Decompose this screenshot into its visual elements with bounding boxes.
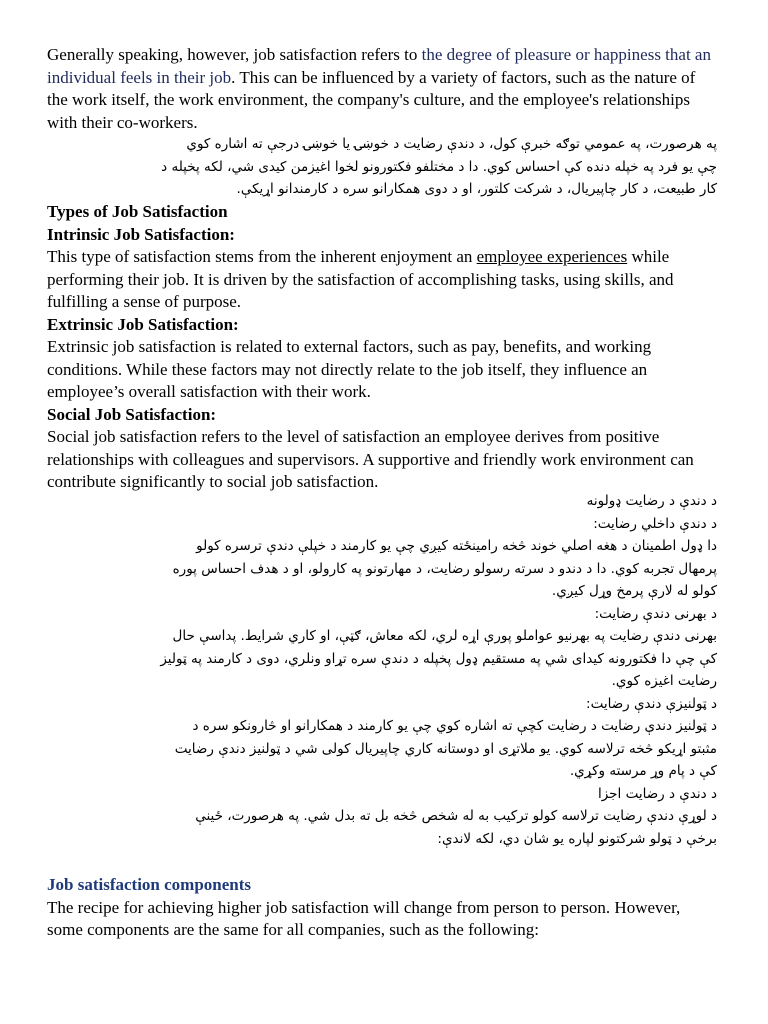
types-section (47, 201, 717, 494)
extrinsic-heading: Extrinsic Job Satisfaction: (47, 314, 239, 334)
types-heading: Types of Job Satisfaction (47, 202, 228, 221)
pashto-line: د ټولنیز دندې رضایت د رضایت کچې ته اشاره کوي چې یو کارمند د همکارانو او څارونکو سره د (192, 718, 717, 734)
pashto-line: چې یو فرد په خپله دنده کې احساس کوي. دا د مختلفو فکتورونو لخوا اغیزمن کیدی شي، لکه پخپله د (161, 158, 717, 175)
pashto-line: کې چې دا فکتورونه کیدای شي په مستقیم ډول پخپله د دندې سره تړاو ونلري، دوی د کارمند په ټولیز (160, 650, 717, 667)
pashto-line: دا ډول اطمینان د هغه اصلي خوند څخه رامینځته کیږي چې یو کارمند د خپلې دندې ترسره کولو (196, 538, 717, 554)
intro-rest: . This can be influenced by a variety of factors, such as the nature of the work itself, the work environment, the company's culture, and the employee's relationships with their co-workers. (47, 67, 696, 132)
intrinsic-heading: Intrinsic Job Satisfaction: (47, 224, 235, 244)
pashto-line: کار طبیعت، د کار چاپیریال، د شرکت کلتور، او د دوی همکارانو سره د کارمندانو اړیکې. (236, 181, 717, 197)
intrinsic-paragraph (47, 246, 717, 314)
intro-pashto (47, 133, 717, 201)
components-section (47, 874, 717, 942)
components-heading: Job satisfaction components (47, 875, 252, 894)
pashto-line: د لوړې دندې رضایت ترلاسه کولو ترکیب به له شخص څخه بل ته بدل شي. په هرصورت، ځینې (195, 808, 717, 824)
components-paragraph: The recipe for achieving higher job satisfaction will change from person to person. However, some components are the same for all companies, such as the following: (47, 897, 681, 939)
intro-highlight: the degree of pleasure or happiness that an individual feels in their job (47, 45, 711, 87)
extrinsic-paragraph: Extrinsic job satisfaction is related to external factors, such as pay, benefits, and working conditions. While these factors may not directly relate to the job itself, they influence an employee’s overall satisfaction with their work. (47, 337, 652, 401)
pashto-subheading: د دندې داخلي رضایت: (593, 515, 717, 532)
pashto-line: کې د پام وړ مرسته وکړي. (569, 763, 717, 779)
intro-lead: Generally speaking, however, job satisfaction refers to (47, 45, 422, 64)
social-paragraph: Social job satisfaction refers to the level of satisfaction an employee derives from positive relationships with colleagues and supervisors. A supportive and friendly work environment can contribute significantly to social job satisfaction. (47, 427, 694, 491)
pashto-heading: د دندې د رضایت ډولونه (586, 493, 717, 509)
pashto-line: مثبتو اړیکو څخه ترلاسه کوي. یو ملاتړی او دوستانه کاري چاپیریال کولی شي د ټولنیز دندې رضایت (174, 740, 717, 757)
pashto-line: رضایت اغیزه کوي. (611, 673, 717, 689)
pashto-subheading: د ټولنیزې دندې رضایت: (586, 695, 717, 712)
pashto-line: برخې د ټولو شرکتونو لپاره یو شان دي، لکه لاندې: (437, 830, 717, 847)
pashto-section (47, 490, 717, 850)
intrinsic-text-a: This type of satisfaction stems from the inherent enjoyment an (47, 247, 477, 266)
social-heading: Social Job Satisfaction: (47, 404, 217, 424)
intro-paragraph (47, 44, 717, 134)
employee-experiences-link[interactable]: employee experiences (476, 247, 628, 266)
pashto-line: پرمهال تجربه کوي. دا د دندو د سرته رسولو رضایت، د مهارتونو په کارولو، او د هدف احساس پوره (172, 560, 717, 577)
pashto-line: بهرنی دندې رضایت په بهرنیو عواملو پورې اړه لري، لکه معاش، ګټې، او کاري شرایط. پداسې حال (172, 628, 717, 644)
pashto-subheading: د بهرنی دندې رضایت: (594, 605, 717, 622)
pashto-line: کولو له لارې پرمخ وړل کیږي. (551, 583, 717, 599)
pashto-subheading: د دندې د رضایت اجزا (597, 785, 717, 802)
pashto-line: په هرصورت، په عمومي توګه خبرې کول، د دندې رضایت د خوښۍ یا خوښۍ درجې ته اشاره کوي (186, 136, 717, 152)
intrinsic-text-b: while performing their job. It is driven by the satisfaction of accomplishing tasks, using skills, and fulfilling a sense of purpose. (47, 247, 674, 311)
